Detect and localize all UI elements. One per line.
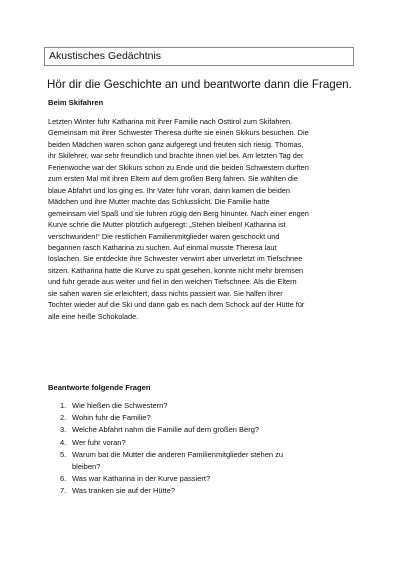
- question-text: Welche Abfahrt nahm die Familie auf dem großen Berg?: [72, 425, 260, 435]
- question-number: 3.: [60, 425, 67, 435]
- story-line: gemeinsam viel Spaß und sie fuhren zügig den Berg hinunter. Nach einer engen: [48, 208, 309, 218]
- story-line: Ferienwoche war der Skikurs schon zu Ende und die beiden Schwestern durften: [48, 162, 309, 172]
- story-line: blaue Abfahrt und los ging es. Ihr Vater fuhr voran, dann kamen die beiden: [48, 185, 290, 195]
- question-number: 5.: [60, 449, 67, 459]
- question-number: 6.: [60, 474, 67, 484]
- story-line: beiden Mädchen waren schon ganz aufgeregt und freuten sich riesig. Thomas,: [48, 139, 304, 149]
- question-number: 4.: [60, 437, 67, 447]
- question-number: 7.: [60, 486, 67, 496]
- question-number: 2.: [60, 413, 67, 423]
- question-text: Warum bat die Mutter die anderen Familienmitglieder stehen zu: [72, 449, 284, 459]
- story-line: Mädchen und ihre Mutter machte das Schlusslicht. Die Familie hatte: [48, 197, 270, 207]
- question-item: [60, 473, 360, 485]
- story-line: alle eine heiße Schokolade.: [48, 311, 139, 321]
- question-text: Wie hießen die Schwestern?: [72, 401, 168, 410]
- question-item: [60, 412, 360, 424]
- instruction-text: Hör dir die Geschichte an und beantworte dann die Fragen.: [47, 78, 352, 91]
- story-line: begannen rasch Katharina zu suchen. Auf einmal musste Theresa laut: [48, 242, 277, 252]
- question-text: Was tranken sie auf der Hütte?: [72, 486, 176, 496]
- story-line: Letzten Winter fuhr Katharina mit ihrer Familie nach Osttirol zum Skifahren.: [48, 117, 293, 126]
- question-text-continued: bleiben?: [72, 462, 101, 472]
- story-line: und fuhr gerade aus weiter und fiel in den weichen Tiefschnee. Als die Eltern: [48, 277, 297, 287]
- story-line: ihr Skilehrer, war sehr freundlich und brachte ihnen viel bei. Am letzten Tag der: [48, 151, 304, 161]
- story-line: Kurve schrie die Mutter plötzlich aufgeregt: „Stehen bleiben! Katharina ist: [48, 220, 286, 230]
- story-text: [48, 116, 368, 322]
- question-item: [60, 485, 360, 497]
- story-line: sie sahen waren sie erleichtert, dass nichts passiert war. Sie halfen ihrer: [48, 288, 283, 298]
- questions-title: Beantworte folgende Fragen: [48, 383, 151, 392]
- questions-list: [60, 400, 360, 498]
- story-line: loslachen. Sie entdeckte ihre Schwester verwirrt aber unverletzt im Tiefschnee: [48, 254, 303, 264]
- question-number: 1.: [60, 401, 67, 410]
- question-text: Wohin fuhr die Familie?: [72, 413, 151, 423]
- question-item: [60, 449, 360, 473]
- question-item: [60, 424, 360, 436]
- question-text: Wer fuhr voran?: [72, 437, 126, 447]
- question-text: Was war Katharina in der Kurve passiert?: [72, 474, 211, 484]
- worksheet-header-title: Akustisches Gedächtnis: [44, 47, 354, 66]
- story-line: verschwunden!“ Die restlichen Familienmitglieder waren geschockt und: [48, 231, 280, 241]
- story-title: Beim Skifahren: [48, 98, 104, 107]
- question-item: [60, 400, 360, 412]
- question-item: [60, 437, 360, 449]
- story-line: Gemeinsam mit ihrer Schwester Theresa durfte sie einen Skikurs besuchen. Die: [48, 128, 309, 138]
- story-line: sitzen. Katharina hatte die Kurve zu spät gesehen, konnte nicht mehr bremsen: [48, 265, 304, 275]
- story-line: zum ersten Mal mit ihren Eltern auf dem großen Berg fahren. Sie wählten die: [48, 174, 298, 184]
- story-line: Tochter wieder auf die Ski und dann gab es nach dem Schock auf der Hütte für: [48, 300, 305, 310]
